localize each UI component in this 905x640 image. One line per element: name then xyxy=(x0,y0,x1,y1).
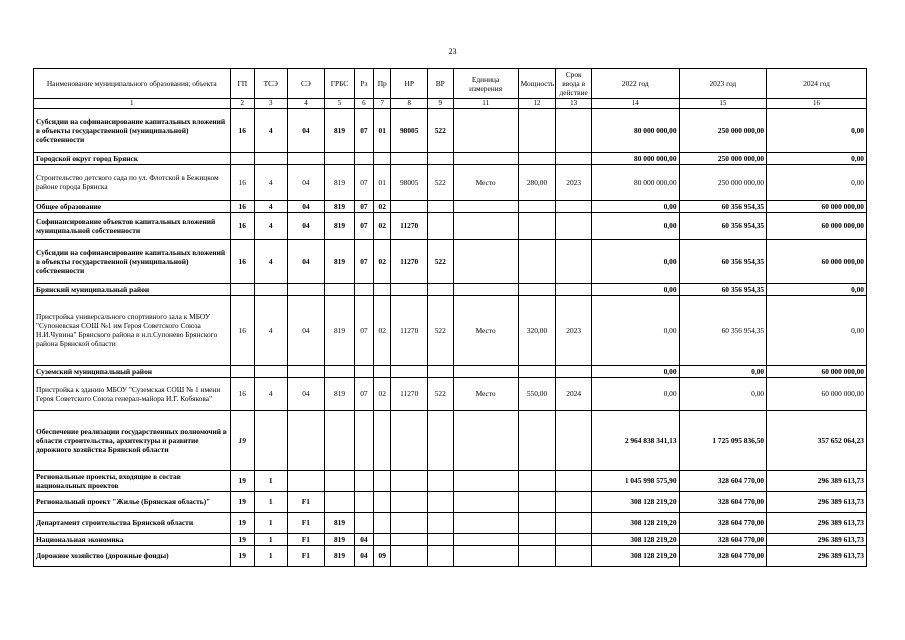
code-cell xyxy=(518,491,556,512)
code-cell xyxy=(518,533,556,545)
amount-cell: 328 604 770,00 xyxy=(679,470,767,491)
code-cell: 19 xyxy=(230,512,254,533)
code-cell xyxy=(374,533,391,545)
column-number: 8 xyxy=(391,99,428,109)
code-cell xyxy=(428,212,453,239)
table-row xyxy=(34,365,867,377)
table-row xyxy=(34,108,867,152)
code-cell xyxy=(428,533,453,545)
code-cell: 04 xyxy=(354,533,373,545)
code-cell: 19 xyxy=(230,545,254,566)
table-row xyxy=(34,200,867,212)
column-number: 13 xyxy=(556,99,592,109)
amount-cell: 60 000 000,00 xyxy=(767,377,867,410)
amount-cell: 328 604 770,00 xyxy=(679,491,767,512)
code-cell xyxy=(453,200,518,212)
code-cell: 16 xyxy=(230,377,254,410)
code-cell: 07 xyxy=(354,212,373,239)
code-cell: 04 xyxy=(287,377,325,410)
amount-cell: 60 356 954,35 xyxy=(679,295,767,365)
code-cell: 4 xyxy=(254,108,287,152)
code-cell xyxy=(391,365,428,377)
row-name-cell: Городской округ город Брянск xyxy=(34,152,231,164)
amount-cell: 296 389 613,73 xyxy=(767,545,867,566)
header-unit: Единица измерения xyxy=(453,69,518,99)
code-cell xyxy=(287,365,325,377)
code-cell xyxy=(556,200,592,212)
code-cell: 98005 xyxy=(391,108,428,152)
header-deadline: Срок ввода в действие xyxy=(556,69,592,99)
code-cell: 04 xyxy=(287,200,325,212)
code-cell: 16 xyxy=(230,108,254,152)
header-pr: Пр xyxy=(374,69,391,99)
code-cell: 4 xyxy=(254,164,287,200)
code-cell: 98005 xyxy=(391,164,428,200)
column-number: 7 xyxy=(374,99,391,109)
code-cell: 02 xyxy=(374,377,391,410)
header-name: Наименование муниципального образования; объекта xyxy=(34,69,231,99)
amount-cell: 296 389 613,73 xyxy=(767,470,867,491)
column-number: 11 xyxy=(453,99,518,109)
column-number-row xyxy=(34,99,867,109)
row-name-cell: Общее образование xyxy=(34,200,231,212)
code-cell: 522 xyxy=(428,108,453,152)
code-cell xyxy=(556,212,592,239)
table-body xyxy=(34,108,867,566)
table-row xyxy=(34,239,867,283)
code-cell: 19 xyxy=(230,410,254,470)
code-cell: 819 xyxy=(325,545,355,566)
table-row xyxy=(34,295,867,365)
code-cell xyxy=(230,152,254,164)
row-name-cell: Софинансирование объектов капитальных вложений муниципальной собственности xyxy=(34,212,231,239)
code-cell xyxy=(518,152,556,164)
column-number: 4 xyxy=(287,99,325,109)
code-cell: 522 xyxy=(428,164,453,200)
header-rz: Рз xyxy=(354,69,373,99)
header-nr: НР xyxy=(391,69,428,99)
row-name-cell: Субсидии на софинансирование капитальных вложений в объекты государственной (муниципальной) собственности xyxy=(34,239,231,283)
code-cell: 11270 xyxy=(391,295,428,365)
code-cell xyxy=(428,365,453,377)
code-cell xyxy=(254,152,287,164)
code-cell xyxy=(556,108,592,152)
code-cell xyxy=(325,152,355,164)
header-2022: 2022 год xyxy=(591,69,679,99)
code-cell xyxy=(428,152,453,164)
code-cell xyxy=(556,512,592,533)
code-cell: Место xyxy=(453,295,518,365)
amount-cell: 0,00 xyxy=(767,295,867,365)
amount-cell: 0,00 xyxy=(591,200,679,212)
code-cell xyxy=(287,470,325,491)
amount-cell: 0,00 xyxy=(767,108,867,152)
code-cell xyxy=(518,108,556,152)
amount-cell: 250 000 000,00 xyxy=(679,108,767,152)
code-cell xyxy=(453,283,518,295)
code-cell xyxy=(453,212,518,239)
code-cell: 4 xyxy=(254,295,287,365)
code-cell xyxy=(391,533,428,545)
code-cell xyxy=(518,365,556,377)
code-cell: 04 xyxy=(287,239,325,283)
code-cell: F1 xyxy=(287,545,325,566)
amount-cell: 328 604 770,00 xyxy=(679,512,767,533)
code-cell: 02 xyxy=(374,295,391,365)
code-cell: 04 xyxy=(287,295,325,365)
code-cell xyxy=(518,545,556,566)
code-cell xyxy=(354,152,373,164)
code-cell: 02 xyxy=(374,239,391,283)
code-cell xyxy=(453,491,518,512)
code-cell xyxy=(556,410,592,470)
code-cell: 07 xyxy=(354,164,373,200)
row-name-cell: Строительство детского сада по ул. Флотской в Бежицком районе города Брянска xyxy=(34,164,231,200)
header-gp: ГП xyxy=(230,69,254,99)
code-cell: 09 xyxy=(374,545,391,566)
code-cell xyxy=(518,470,556,491)
row-name-cell: Департамент строительства Брянской области xyxy=(34,512,231,533)
code-cell: 320,00 xyxy=(518,295,556,365)
code-cell: 11270 xyxy=(391,212,428,239)
code-cell: 19 xyxy=(230,533,254,545)
code-cell xyxy=(556,152,592,164)
table-row xyxy=(34,533,867,545)
amount-cell: 296 389 613,73 xyxy=(767,512,867,533)
code-cell: 16 xyxy=(230,164,254,200)
amount-cell: 308 128 219,20 xyxy=(591,533,679,545)
amount-cell: 60 356 954,35 xyxy=(679,212,767,239)
code-cell: 819 xyxy=(325,295,355,365)
amount-cell: 60 000 000,00 xyxy=(767,200,867,212)
code-cell: 01 xyxy=(374,164,391,200)
code-cell: 819 xyxy=(325,377,355,410)
code-cell: 280,00 xyxy=(518,164,556,200)
code-cell xyxy=(428,491,453,512)
amount-cell: 80 000 000,00 xyxy=(591,164,679,200)
header-vr: ВР xyxy=(428,69,453,99)
code-cell: 11270 xyxy=(391,239,428,283)
row-name-cell: Субсидии на софинансирование капитальных вложений в объекты государственной (муниципальной) собственности xyxy=(34,108,231,152)
amount-cell: 0,00 xyxy=(767,283,867,295)
code-cell: 16 xyxy=(230,295,254,365)
code-cell: F1 xyxy=(287,491,325,512)
amount-cell: 0,00 xyxy=(679,365,767,377)
amount-cell: 308 128 219,20 xyxy=(591,512,679,533)
code-cell: 4 xyxy=(254,200,287,212)
code-cell xyxy=(556,545,592,566)
code-cell xyxy=(391,491,428,512)
amount-cell: 328 604 770,00 xyxy=(679,533,767,545)
column-number: 16 xyxy=(767,99,867,109)
amount-cell: 60 000 000,00 xyxy=(767,239,867,283)
header-2023: 2023 год xyxy=(679,69,767,99)
code-cell xyxy=(391,283,428,295)
row-name-cell: Брянский муниципальный район xyxy=(34,283,231,295)
code-cell: 02 xyxy=(374,200,391,212)
code-cell: 2023 xyxy=(556,295,592,365)
code-cell xyxy=(354,512,373,533)
code-cell xyxy=(287,152,325,164)
code-cell xyxy=(453,512,518,533)
column-number: 12 xyxy=(518,99,556,109)
code-cell xyxy=(391,152,428,164)
code-cell: F1 xyxy=(287,512,325,533)
header-2024: 2024 год xyxy=(767,69,867,99)
amount-cell: 357 652 064,23 xyxy=(767,410,867,470)
amount-cell: 80 000 000,00 xyxy=(591,108,679,152)
amount-cell: 60 356 954,35 xyxy=(679,239,767,283)
amount-cell: 308 128 219,20 xyxy=(591,545,679,566)
amount-cell: 60 000 000,00 xyxy=(767,365,867,377)
table-row xyxy=(34,491,867,512)
row-name-cell: Дорожное хозяйство (дорожные фонды) xyxy=(34,545,231,566)
code-cell xyxy=(287,410,325,470)
table-row xyxy=(34,470,867,491)
table-row xyxy=(34,512,867,533)
code-cell: 19 xyxy=(230,470,254,491)
code-cell xyxy=(453,470,518,491)
code-cell xyxy=(556,283,592,295)
row-name-cell: Региональные проекты, входящие в состав национальных проектов xyxy=(34,470,231,491)
code-cell xyxy=(453,239,518,283)
row-name-cell: Обеспечение реализации государственных полномочий в области строительства, архитектуры и развитие дорожного хозяйства Брянской области xyxy=(34,410,231,470)
code-cell xyxy=(428,410,453,470)
table-row xyxy=(34,283,867,295)
code-cell: 819 xyxy=(325,239,355,283)
code-cell: 4 xyxy=(254,212,287,239)
code-cell: 02 xyxy=(374,212,391,239)
code-cell: 04 xyxy=(354,545,373,566)
code-cell xyxy=(254,283,287,295)
amount-cell: 1 725 095 836,50 xyxy=(679,410,767,470)
code-cell: 1 xyxy=(254,545,287,566)
code-cell xyxy=(325,283,355,295)
code-cell xyxy=(325,410,355,470)
code-cell: 07 xyxy=(354,239,373,283)
code-cell xyxy=(374,365,391,377)
code-cell xyxy=(354,365,373,377)
amount-cell: 0,00 xyxy=(591,377,679,410)
code-cell xyxy=(391,470,428,491)
amount-cell: 2 964 838 341,13 xyxy=(591,410,679,470)
amount-cell: 296 389 613,73 xyxy=(767,491,867,512)
code-cell xyxy=(374,470,391,491)
row-name-cell: Пристройка универсального спортивного зала к МБОУ "Супоневская СОШ №1 им Героя Советского Союза Н.И.Чувина" Брянского района в н.п.Супонево Брянского района Брянской области xyxy=(34,295,231,365)
column-number: 15 xyxy=(679,99,767,109)
amount-cell: 296 389 613,73 xyxy=(767,533,867,545)
code-cell xyxy=(287,283,325,295)
code-cell: Место xyxy=(453,377,518,410)
code-cell xyxy=(556,365,592,377)
code-cell xyxy=(453,152,518,164)
code-cell xyxy=(374,283,391,295)
column-number: 14 xyxy=(591,99,679,109)
code-cell xyxy=(230,365,254,377)
amount-cell: 0,00 xyxy=(591,283,679,295)
code-cell: 07 xyxy=(354,295,373,365)
code-cell xyxy=(453,365,518,377)
code-cell: 07 xyxy=(354,108,373,152)
code-cell: 522 xyxy=(428,377,453,410)
header-tse: ТСЭ xyxy=(254,69,287,99)
code-cell xyxy=(354,410,373,470)
amount-cell: 60 356 954,35 xyxy=(679,283,767,295)
code-cell xyxy=(556,533,592,545)
amount-cell: 0,00 xyxy=(767,152,867,164)
amount-cell: 80 000 000,00 xyxy=(591,152,679,164)
table-row xyxy=(34,377,867,410)
code-cell xyxy=(374,410,391,470)
code-cell xyxy=(428,470,453,491)
column-number: 6 xyxy=(354,99,373,109)
code-cell: 550,00 xyxy=(518,377,556,410)
code-cell: 819 xyxy=(325,164,355,200)
code-cell: 819 xyxy=(325,512,355,533)
code-cell: 1 xyxy=(254,512,287,533)
page-number: 23 xyxy=(448,47,457,56)
code-cell xyxy=(391,512,428,533)
amount-cell: 328 604 770,00 xyxy=(679,545,767,566)
amount-cell: 60 356 954,35 xyxy=(679,200,767,212)
code-cell xyxy=(518,239,556,283)
budget-table xyxy=(33,68,867,567)
code-cell xyxy=(518,410,556,470)
table-row xyxy=(34,164,867,200)
code-cell: 01 xyxy=(374,108,391,152)
code-cell xyxy=(391,545,428,566)
code-cell xyxy=(354,491,373,512)
amount-cell: 0,00 xyxy=(767,164,867,200)
code-cell: 1 xyxy=(254,491,287,512)
code-cell xyxy=(518,512,556,533)
amount-cell: 60 000 000,00 xyxy=(767,212,867,239)
code-cell xyxy=(374,491,391,512)
code-cell: 2023 xyxy=(556,164,592,200)
code-cell xyxy=(428,545,453,566)
column-number: 3 xyxy=(254,99,287,109)
amount-cell: 0,00 xyxy=(591,365,679,377)
code-cell xyxy=(428,512,453,533)
code-cell: 4 xyxy=(254,239,287,283)
code-cell: 522 xyxy=(428,239,453,283)
code-cell xyxy=(254,365,287,377)
code-cell xyxy=(325,470,355,491)
code-cell: 19 xyxy=(230,491,254,512)
amount-cell: 308 128 219,20 xyxy=(591,491,679,512)
code-cell: 819 xyxy=(325,533,355,545)
code-cell: 2024 xyxy=(556,377,592,410)
amount-cell: 0,00 xyxy=(679,377,767,410)
code-cell xyxy=(453,545,518,566)
code-cell: 04 xyxy=(287,164,325,200)
code-cell xyxy=(518,283,556,295)
code-cell xyxy=(354,470,373,491)
row-name-cell: Пристройка к зданию МБОУ "Суземская СОШ № 1 имени Героя Советского Союза генерал-майора И.Г. Кобякова" xyxy=(34,377,231,410)
code-cell xyxy=(230,283,254,295)
code-cell: 04 xyxy=(287,108,325,152)
code-cell xyxy=(453,533,518,545)
amount-cell: 0,00 xyxy=(591,239,679,283)
table-row xyxy=(34,212,867,239)
code-cell: 819 xyxy=(325,200,355,212)
column-number: 9 xyxy=(428,99,453,109)
code-cell: 11270 xyxy=(391,377,428,410)
code-cell xyxy=(453,108,518,152)
code-cell xyxy=(556,491,592,512)
code-cell xyxy=(428,283,453,295)
code-cell xyxy=(556,239,592,283)
code-cell xyxy=(518,200,556,212)
code-cell xyxy=(453,410,518,470)
table-row xyxy=(34,410,867,470)
code-cell xyxy=(325,365,355,377)
column-number: 5 xyxy=(325,99,355,109)
code-cell xyxy=(391,410,428,470)
code-cell xyxy=(325,491,355,512)
code-cell: F1 xyxy=(287,533,325,545)
code-cell: 07 xyxy=(354,377,373,410)
header-se: СЭ xyxy=(287,69,325,99)
code-cell: 1 xyxy=(254,533,287,545)
code-cell: 16 xyxy=(230,212,254,239)
column-number: 2 xyxy=(230,99,254,109)
table-row xyxy=(34,152,867,164)
row-name-cell: Суземский муниципальный район xyxy=(34,365,231,377)
amount-cell: 0,00 xyxy=(591,212,679,239)
code-cell xyxy=(374,512,391,533)
amount-cell: 0,00 xyxy=(591,295,679,365)
amount-cell: 250 000 000,00 xyxy=(679,152,767,164)
code-cell: 1 xyxy=(254,470,287,491)
code-cell: 16 xyxy=(230,239,254,283)
amount-cell: 1 045 998 575,90 xyxy=(591,470,679,491)
code-cell: 16 xyxy=(230,200,254,212)
header-grbs: ГРБС xyxy=(325,69,355,99)
code-cell: 04 xyxy=(287,212,325,239)
column-number: 1 xyxy=(34,99,231,109)
amount-cell: 250 000 000,00 xyxy=(679,164,767,200)
code-cell: Место xyxy=(453,164,518,200)
code-cell xyxy=(518,212,556,239)
code-cell: 819 xyxy=(325,212,355,239)
code-cell xyxy=(556,470,592,491)
code-cell xyxy=(354,283,373,295)
row-name-cell: Национальная экономика xyxy=(34,533,231,545)
code-cell xyxy=(254,410,287,470)
code-cell xyxy=(391,200,428,212)
code-cell: 522 xyxy=(428,295,453,365)
row-name-cell: Региональный проект "Жилье (Брянская область)" xyxy=(34,491,231,512)
code-cell: 4 xyxy=(254,377,287,410)
code-cell xyxy=(428,200,453,212)
header-capacity: Мощность xyxy=(518,69,556,99)
header-row xyxy=(34,69,867,99)
code-cell xyxy=(374,152,391,164)
table-row xyxy=(34,545,867,566)
code-cell: 07 xyxy=(354,200,373,212)
code-cell: 819 xyxy=(325,108,355,152)
